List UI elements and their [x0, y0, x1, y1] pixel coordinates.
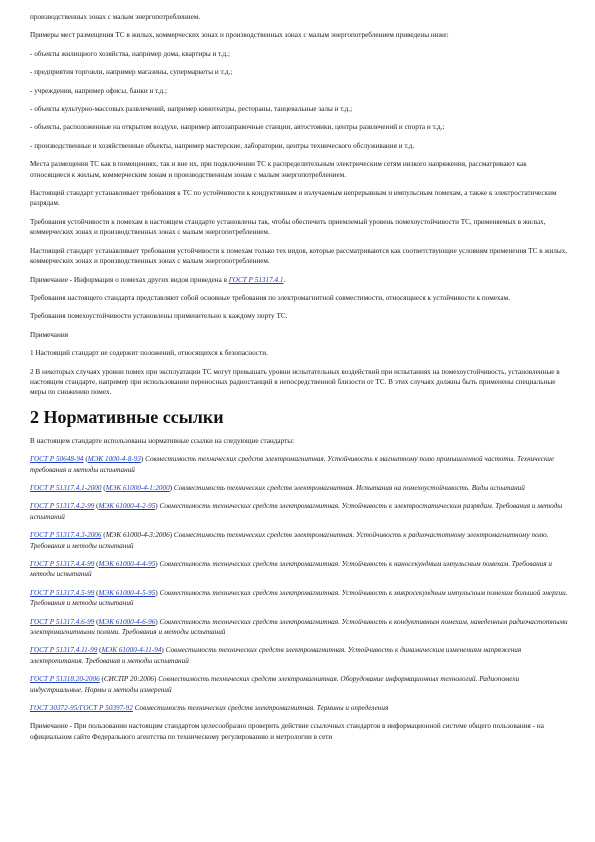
- reference-title: Совместимость технических средств электромагнитная. Устойчивость к радиочастотному электромагнитному полю. Требования и методы испытаний: [30, 531, 549, 550]
- reference-title: Совместимость технических средств электромагнитная. Термины и определения: [132, 704, 389, 713]
- intro-paragraph: Настоящий стандарт устанавливает требования устойчивости к помехам только тех видов, которые рассматриваются как соответствующие условиям применения ТС в жилых, коммерческих зонах и производственных зонах с малым энергопотреблением.: [30, 246, 568, 266]
- intro-paragraph: Примеры мест размещения ТС в жилых, коммерческих зонах и производственных зонах с малым энергопотреблением приведены ниже:: [30, 31, 449, 40]
- note-item: 2 В некоторых случаях уровни помех при эксплуатации ТС могут превышать уровни испытательных воздействий при испытаниях на помехоустойчивость, установленные в настоящем стандарте, например при использовании переносных радиостанций в непосредственной близости от ТС. В этих случаях должны быть применены специальные меры по снижению помех.: [30, 367, 560, 397]
- list-item: - производственные и хозяйственные объекты, например мастерские, лаборатории, центры технического обслуживания и т.д.: [30, 141, 415, 150]
- note-link[interactable]: ГОСТ Р 51317.4.1: [228, 275, 284, 284]
- intro-paragraph: производственных зонах с малым энергопотреблением.: [30, 13, 201, 21]
- notes-label: Примечания: [30, 330, 68, 339]
- standard-link[interactable]: ГОСТ Р 51317.4.6-99: [30, 617, 95, 626]
- standard-link[interactable]: ГОСТ Р 51317.4.11-99: [30, 646, 98, 655]
- list-item: - объекты культурно-массовых развлечений, например кинотеатры, рестораны, танцевальные залы и т.д.;: [30, 105, 353, 114]
- reference-item: ГОСТ Р 51317.4.6-99 (МЭК 61000-4-6-96) Совместимость технических средств электромагнитная. Устойчивость к кондуктивным помехам, наведенным радиочастотными электромагнитными полями. Требования и методы испытаний: [30, 617, 568, 637]
- standard-link[interactable]: ГОСТ Р 51318.20-2006: [30, 675, 100, 684]
- reference-item: ГОСТ Р 51317.4.2-99 (МЭК 61000-4-2-95) Совместимость технических средств электромагнитная. Устойчивость к электростатическим разрядам. Требования и методы испытаний: [30, 502, 563, 521]
- final-note: Примечание - При пользовании настоящим стандартом целесообразно проверить действие ссылочных стандартов в информационной системе общего пользования - на официальном сайте Федерального агентства по техническому регулированию и метрологии в сети: [30, 722, 544, 741]
- list-item: - объекты, расположенные на открытом воздухе, например автозаправочные станции, автостоянки, центры развлечений и спорта и т.д.;: [30, 123, 445, 132]
- intl-standard-code: МЭК 61000-4-3:2006: [105, 531, 170, 540]
- reference-item: ГОСТ Р 51317.4.4-99 (МЭК 61000-4-4-95) Совместимость технических средств электромагнитная. Устойчивость к наносекундным импульсным помехам. Требования и методы испытаний: [30, 560, 552, 579]
- reference-item: ГОСТ Р 51317.4.11-99 (МЭК 61000-4-11-94) Совместимость технических средств электромагнитная. Устойчивость к динамическим изменениям напряжения электропитания. Требования и методы испытаний: [30, 646, 522, 665]
- list-item: - учреждения, например офисы, банки и т.д.;: [30, 86, 167, 95]
- standard-link[interactable]: ГОСТ Р 50648-94: [30, 455, 84, 464]
- intl-standard-link[interactable]: МЭК 61000-4-5-95: [98, 588, 156, 597]
- intl-standard-link[interactable]: МЭК 61000-4-1:2000: [105, 483, 170, 492]
- note-paragraph: [30, 275, 568, 285]
- reference-item: ГОСТ Р 51318.20-2006 (СИСПР 20:2006) Совместимость технических средств электромагнитная. Оборудование информационных технологий. Радиопомехи индустриальные. Нормы и методы измерений: [30, 675, 520, 694]
- intl-standard-code: СИСПР 20:2006: [103, 675, 155, 684]
- standard-link[interactable]: ГОСТ Р 51317.4.5-99: [30, 588, 95, 597]
- list-item: - объекты жилищного хозяйства, например дома, квартиры и т.д.;: [30, 49, 230, 58]
- body-paragraph: Требования помехоустойчивости установлены применительно к каждому порту ТС.: [30, 312, 288, 321]
- reference-title: Совместимость технических средств электромагнитная. Оборудование информационных технологий. Радиопомехи индустриальные. Нормы и методы измерений: [30, 675, 520, 694]
- document-page: [30, 12, 568, 750]
- reference-item: ГОСТ Р 51317.4.3-2006 (МЭК 61000-4-3:2006) Совместимость технических средств электромагнитная. Устойчивость к радиочастотному электромагнитному полю. Требования и методы испытаний: [30, 531, 549, 550]
- references-list: [30, 454, 568, 713]
- intl-standard-link[interactable]: МЭК 61000-4-11-94: [101, 646, 162, 655]
- intl-standard-link[interactable]: МЭК 61000-4-4-95: [98, 560, 156, 568]
- body-paragraph: Требования настоящего стандарта представляют собой основные требования по электромагнитной совместимости, относящиеся к устойчивости к помехам.: [30, 293, 510, 302]
- note-item: 1 Настоящий стандарт не содержит положений, относящихся к безопасности.: [30, 349, 268, 358]
- reference-item: [30, 703, 568, 713]
- standard-link[interactable]: ГОСТ Р 51317.4.1-2000: [30, 483, 102, 492]
- reference-item: ГОСТ Р 50648-94 (МЭК 1000-4-8-93) Совместимость технических средств электромагнитная. Устойчивость к магнитному полю промышленной частоты. Технические требования и методы испытаний: [30, 455, 555, 474]
- standard-link[interactable]: ГОСТ Р 51317.4.4-99: [30, 560, 95, 568]
- reference-title: Совместимость технических средств электромагнитная. Устойчивость к магнитному полю промышленной частоты. Технические требования и методы испытаний: [30, 455, 555, 474]
- intro-paragraph: Места размещения ТС как в помещениях, так и вне их, при подключении ТС к распределительным электрическим сетям низкого напряжения, рассматривают как относящиеся к жилым, коммерческим зонам и производственным зонам с малым энергопотреблением.: [30, 160, 527, 179]
- note-prefix: Примечание - Информация о помехах других видов приведена в: [30, 275, 229, 284]
- reference-title: Совместимость технических средств электромагнитная. Устойчивость к наносекундным импульсным помехам. Требования и методы испытаний: [30, 560, 552, 579]
- standard-link[interactable]: ГОСТ Р 51317.4.2-99: [30, 502, 95, 511]
- intro-paragraph: Требования устойчивости к помехам в настоящем стандарте установлены так, чтобы обеспечить приемлемый уровень помехоустойчивости ТС, применяемых в жилых, коммерческих зонах и производственных зонах с малым энергопотреблением.: [30, 217, 546, 237]
- reference-title: Совместимость технических средств электромагнитная. Устойчивость к микросекундным импульсным помехам большой энергии. Требования и методы испытаний: [30, 588, 568, 608]
- reference-item: ГОСТ Р 51317.4.1-2000 (МЭК 61000-4-1:2000) Совместимость технических средств электромагнитная. Испытания на помехоустойчивость. Виды испытаний: [30, 483, 525, 492]
- list-item: - предприятия торговли, например магазины, супермаркеты и т.д.;: [30, 68, 233, 77]
- intl-standard-link[interactable]: МЭК 61000-4-6-96: [98, 617, 156, 626]
- intro-paragraph: Настоящий стандарт устанавливает требования к ТС по устойчивости к кондуктивным и излучаемым непрерывным и импульсным помехам, а также к электростатическим разрядам.: [30, 189, 557, 208]
- reference-title: Совместимость технических средств электромагнитная. Устойчивость к электростатическим разрядам. Требования и методы испытаний: [30, 502, 563, 521]
- intl-standard-link[interactable]: МЭК 1000-4-8-93: [87, 455, 141, 464]
- note-suffix: .: [283, 275, 286, 284]
- reference-title: Совместимость технических средств электромагнитная. Устойчивость к кондуктивным помехам, наведенным радиочастотными электромагнитными полями. Требования и методы испытаний: [30, 617, 568, 637]
- standard-link[interactable]: ГОСТ 30372-95/ГОСТ Р 50397-92: [30, 704, 133, 713]
- intl-standard-link[interactable]: МЭК 61000-4-2-95: [98, 502, 156, 511]
- reference-title: Совместимость технических средств электромагнитная. Испытания на помехоустойчивость. Виды испытаний: [172, 483, 525, 492]
- references-intro: В настоящем стандарте использованы нормативные ссылки на следующие стандарты:: [30, 436, 295, 445]
- section-heading: 2 Нормативные ссылки: [30, 406, 224, 427]
- reference-item: ГОСТ Р 51317.4.5-99 (МЭК 61000-4-5-95) Совместимость технических средств электромагнитная. Устойчивость к микросекундным импульсным помехам большой энергии. Требования и методы испытаний: [30, 588, 568, 608]
- reference-title: Совместимость технических средств электромагнитная. Устойчивость к динамическим изменениям напряжения электропитания. Требования и методы испытаний: [30, 646, 522, 665]
- standard-link[interactable]: ГОСТ Р 51317.4.3-2006: [30, 531, 102, 540]
